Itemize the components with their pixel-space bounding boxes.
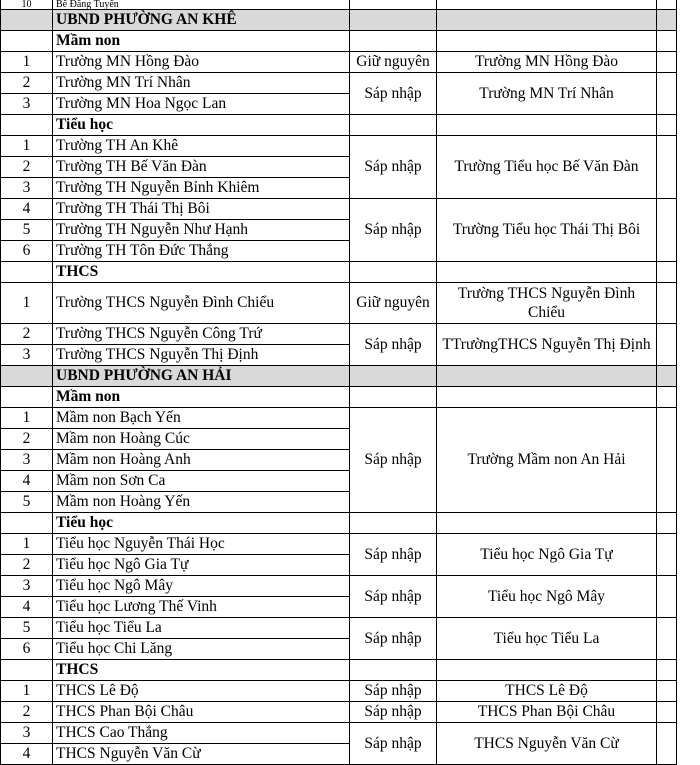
action-cell: Sáp nhập — [350, 408, 437, 513]
school-name: Mầm non Hoàng Anh — [53, 450, 350, 471]
row-number: 2 — [1, 702, 53, 723]
level-header-row — [1, 660, 677, 681]
school-name: Trường TH An Khê — [53, 136, 350, 157]
result-cell: Trường MN Trí Nhân — [437, 73, 657, 115]
result-cell: Trường MN Hồng Đào — [437, 52, 657, 73]
school-name: Mầm non Hoàng Cúc — [53, 429, 350, 450]
row-number: 6 — [1, 241, 53, 262]
result-cell: THCS Nguyễn Văn Cừ — [437, 723, 657, 765]
action-cell: Sáp nhập — [350, 681, 437, 702]
school-name: Trường THCS Nguyễn Công Trứ — [53, 324, 350, 345]
school-name: Tiểu học Chi Lăng — [53, 639, 350, 660]
school-name: Tiểu học Ngô Gia Tự — [53, 555, 350, 576]
result-cell: Trường Tiểu học Thái Thị Bôi — [437, 199, 657, 262]
school-name: Tiểu học Tiểu La — [53, 618, 350, 639]
table-row — [1, 618, 677, 639]
school-name: Trường TH Tôn Đức Thắng — [53, 241, 350, 262]
row-number: 1 — [1, 283, 53, 324]
row-number: 4 — [1, 597, 53, 618]
row-number: 4 — [1, 744, 53, 765]
school-name: Tiểu học Nguyễn Thái Học — [53, 534, 350, 555]
row-number: 10 — [1, 0, 53, 10]
school-name: THCS Cao Thắng — [53, 723, 350, 744]
action-cell: Sáp nhập — [350, 136, 437, 199]
row-number: 5 — [1, 618, 53, 639]
row-number: 4 — [1, 199, 53, 220]
row-number: 3 — [1, 345, 53, 366]
action-cell: Sáp nhập — [350, 73, 437, 115]
level-title: Mầm non — [53, 31, 350, 52]
row-number: 1 — [1, 52, 53, 73]
school-name: Tiểu học Lương Thế Vinh — [53, 597, 350, 618]
table-row — [1, 681, 677, 702]
level-title: THCS — [53, 262, 350, 283]
row-number: 6 — [1, 639, 53, 660]
row-number: 2 — [1, 157, 53, 178]
level-title: Tiểu học — [53, 115, 350, 136]
action-cell: Giữ nguyên — [350, 283, 437, 324]
row-number: 2 — [1, 324, 53, 345]
row-number: 2 — [1, 73, 53, 94]
row-number: 5 — [1, 220, 53, 241]
table-row — [1, 534, 677, 555]
action-cell: Sáp nhập — [350, 702, 437, 723]
table-row — [1, 408, 677, 429]
result-cell: TTrườngTHCS Nguyễn Thị Định — [437, 324, 657, 366]
unit-title: UBND PHƯỜNG AN KHÊ — [53, 10, 350, 31]
level-title: Mầm non — [53, 387, 350, 408]
action-cell: Sáp nhập — [350, 324, 437, 366]
result-cell: Trường THCS Nguyễn Đình Chiểu — [437, 283, 657, 324]
level-header-row — [1, 262, 677, 283]
school-name: Bế Đăng Tuyến — [53, 0, 350, 10]
table-row — [1, 576, 677, 597]
row-number: 4 — [1, 471, 53, 492]
row-number: 1 — [1, 681, 53, 702]
row-number: 1 — [1, 408, 53, 429]
level-header-row — [1, 31, 677, 52]
row-number: 5 — [1, 492, 53, 513]
table-row — [1, 52, 677, 73]
school-name: Trường MN Trí Nhân — [53, 73, 350, 94]
school-name: THCS Phan Bội Châu — [53, 702, 350, 723]
table-row — [1, 283, 677, 324]
result-cell: Trường Mầm non An Hải — [437, 408, 657, 513]
result-cell: Tiểu học Tiểu La — [437, 618, 657, 660]
table-row — [1, 702, 677, 723]
action-cell: Sáp nhập — [350, 576, 437, 618]
school-name: Trường MN Hồng Đào — [53, 52, 350, 73]
row-number: 1 — [1, 534, 53, 555]
table-row — [1, 136, 677, 157]
row-number: 3 — [1, 450, 53, 471]
school-name: Mầm non Sơn Ca — [53, 471, 350, 492]
unit-title: UBND PHƯỜNG AN HẢI — [53, 366, 350, 387]
row-number: 2 — [1, 429, 53, 450]
school-name: Trường THCS Nguyễn Thị Định — [53, 345, 350, 366]
unit-header-row — [1, 10, 677, 31]
result-cell: Tiểu học Ngô Mây — [437, 576, 657, 618]
school-name: THCS Lê Độ — [53, 681, 350, 702]
result-cell: THCS Lê Độ — [437, 681, 657, 702]
table-row — [1, 73, 677, 94]
school-name: Trường TH Thái Thị Bôi — [53, 199, 350, 220]
row-number: 3 — [1, 723, 53, 744]
row-number: 1 — [1, 136, 53, 157]
level-header-row — [1, 387, 677, 408]
action-cell: Sáp nhập — [350, 618, 437, 660]
school-name: Tiểu học Ngô Mây — [53, 576, 350, 597]
action-cell: Sáp nhập — [350, 534, 437, 576]
school-name: Trường THCS Nguyễn Đình Chiểu — [53, 283, 350, 324]
table-row — [1, 324, 677, 345]
school-name: Trường TH Nguyễn Bỉnh Khiêm — [53, 178, 350, 199]
result-cell: Tiểu học Ngô Gia Tự — [437, 534, 657, 576]
level-title: THCS — [53, 660, 350, 681]
school-name: Trường MN Hoa Ngọc Lan — [53, 94, 350, 115]
school-name: Mầm non Hoàng Yến — [53, 492, 350, 513]
school-name: Trường TH Nguyễn Như Hạnh — [53, 220, 350, 241]
school-name: Mầm non Bạch Yến — [53, 408, 350, 429]
school-name: Trường TH Bế Văn Đàn — [53, 157, 350, 178]
table-row — [1, 199, 677, 220]
result-cell: Trường Tiểu học Bế Văn Đàn — [437, 136, 657, 199]
result-cell: THCS Phan Bội Châu — [437, 702, 657, 723]
row-number: 3 — [1, 178, 53, 199]
school-name: THCS Nguyễn Văn Cừ — [53, 744, 350, 765]
row-number: 3 — [1, 94, 53, 115]
table-row — [1, 723, 677, 744]
level-title: Tiểu học — [53, 513, 350, 534]
level-header-row — [1, 115, 677, 136]
level-header-row — [1, 513, 677, 534]
action-cell: Sáp nhập — [350, 199, 437, 262]
unit-header-row — [1, 366, 677, 387]
row-number: 2 — [1, 555, 53, 576]
row-number: 3 — [1, 576, 53, 597]
table-row — [1, 0, 677, 10]
action-cell: Sáp nhập — [350, 723, 437, 765]
action-cell: Giữ nguyên — [350, 52, 437, 73]
